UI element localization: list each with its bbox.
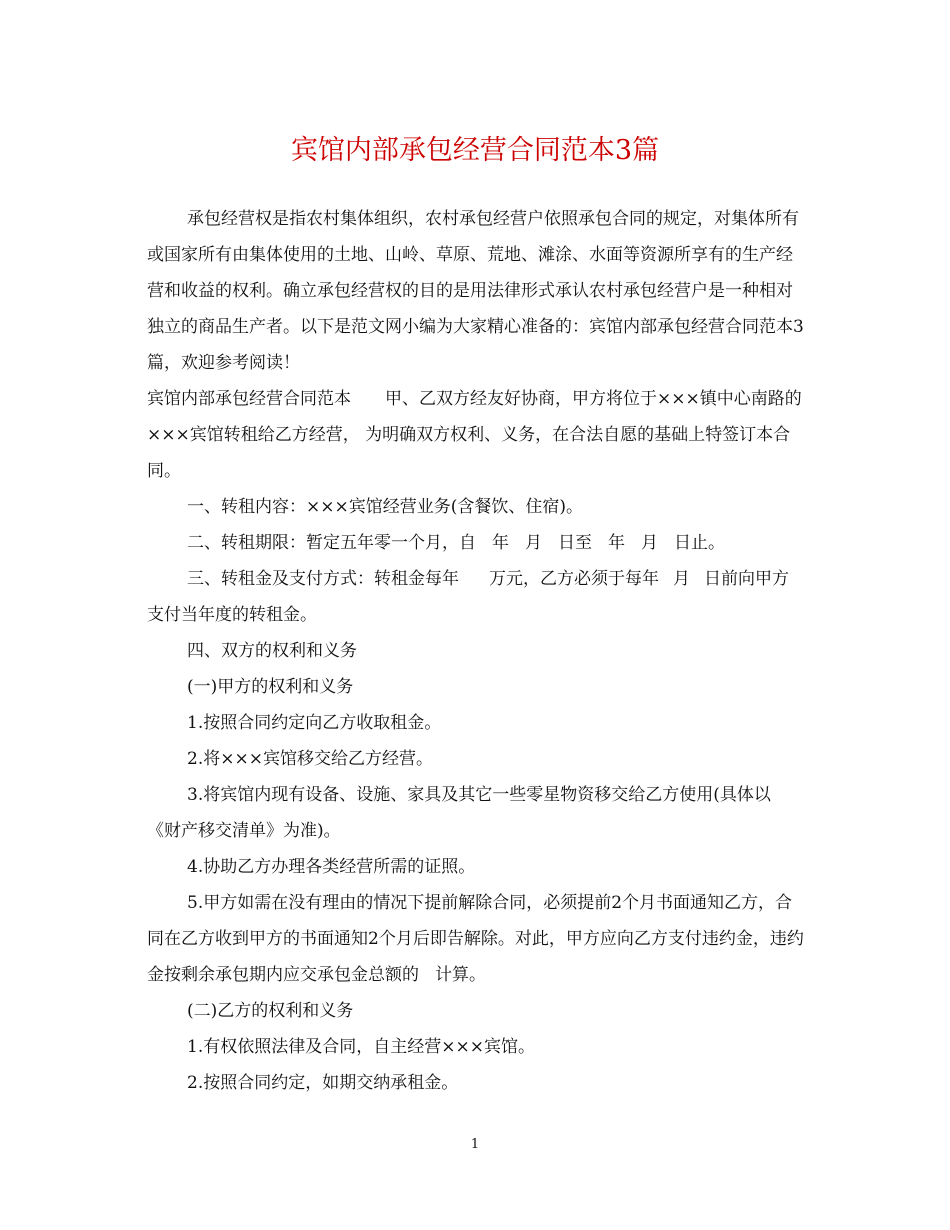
clause-3-text-a: 三、转租金及支付方式：转租金每年 xyxy=(187,569,459,589)
party-a-item-4: 4.协助乙方办理各类经营所需的证照。 xyxy=(187,857,476,877)
clause-2-day-2: 日止。 xyxy=(674,533,725,553)
clause-3 xyxy=(147,561,804,633)
clause-2-day-1: 日至 xyxy=(558,533,592,553)
intro-paragraph: 承包经营权是指农村集体组织，农村承包经营户依照承包合同的规定，对集体所有或国家所有由集体使用的土地、山岭、草原、荒地、滩涂、水面等资源所享有的生产经营和收益的权利。确立承包经营权的目的是用法律形式承认农村承包经营户是一种相对独立的商品生产者。以下是范文网小编为大家精心准备的：宾馆内部承包经营合同范本3篇，欢迎参考阅读！ xyxy=(147,209,804,373)
party-b-item-2: 2.按照合同约定，如期交纳承租金。 xyxy=(187,1073,459,1093)
clause-2-year-2: 年 xyxy=(608,533,625,553)
party-a-item-1: 1.按照合同约定向乙方收取租金。 xyxy=(187,713,442,733)
clause-4: 四、双方的权利和义务 xyxy=(187,641,357,661)
clause-2-month-2: 月 xyxy=(641,533,658,553)
clause-2 xyxy=(147,525,804,561)
sample-opening: 甲、乙双方经友好协商，甲方将位于×××镇中心南路的×××宾馆转租给乙方经营， 为明确双方权利、义务，在合法自愿的基础上特签订本合同。 xyxy=(147,389,802,481)
party-b-heading: (二)乙方的权利和义务 xyxy=(187,1001,354,1021)
clause-3-text-c: 月 xyxy=(673,569,690,589)
clause-3-text-b: 万元，乙方必须于每年 xyxy=(489,569,659,589)
sample-paragraph xyxy=(147,381,804,489)
clause-2-month-1: 月 xyxy=(525,533,542,553)
document-title: 宾馆内部承包经营合同范本3篇 xyxy=(290,135,660,166)
party-a-item-5-text: 5.甲方如需在没有理由的情况下提前解除合同，必须提前2个月书面通知乙方，合同在乙方收到甲方的书面通知2个月后即告解除。对此，甲方应向乙方支付违约金，违约金按剩余承包期内应交承包金总额的 xyxy=(147,893,804,985)
party-a-item-5 xyxy=(147,885,804,993)
party-b-item-1: 1.有权依照法律及合同，自主经营×××宾馆。 xyxy=(187,1037,535,1057)
clause-1: 一、转租内容：×××宾馆经营业务(含餐饮、住宿)。 xyxy=(187,497,583,517)
party-a-item-2: 2.将×××宾馆移交给乙方经营。 xyxy=(187,749,433,769)
clause-2-text: 二、转租期限：暂定五年零一个月，自 xyxy=(187,533,476,553)
party-a-heading: (一)甲方的权利和义务 xyxy=(187,677,354,697)
party-a-item-5-tail: 计算。 xyxy=(435,965,486,985)
clause-2-year-1: 年 xyxy=(492,533,509,553)
sample-heading: 宾馆内部承包经营合同范本 xyxy=(147,389,351,409)
party-a-item-3: 3.将宾馆内现有设备、设施、家具及其它一些零星物资移交给乙方使用(具体以《财产移交清单》为准)。 xyxy=(147,785,771,841)
clause-3-text-d: 日前向甲方支付当年度的转租金。 xyxy=(147,569,789,625)
document-body xyxy=(147,201,804,1101)
page-number: 1 xyxy=(470,1137,480,1152)
